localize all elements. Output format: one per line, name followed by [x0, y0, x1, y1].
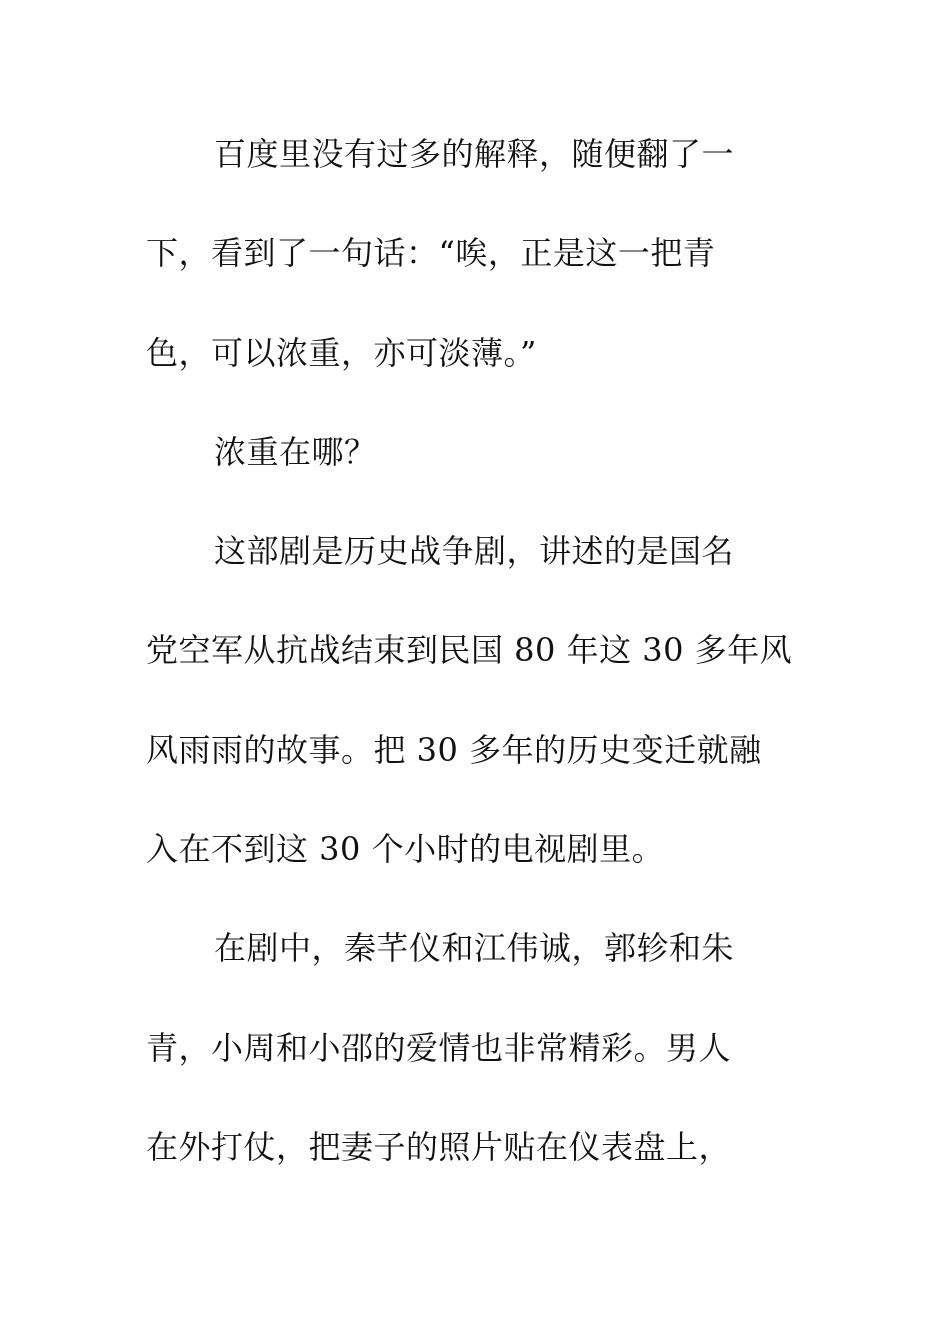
- text-line-10: 青，小周和小邵的爱情也非常精彩。男人: [146, 1029, 732, 1067]
- text-line-7: 风雨雨的故事。把 30 多年的历史变迁就融: [146, 731, 762, 769]
- text-line-5: 这部剧是历史战争剧，讲述的是国名: [214, 532, 735, 570]
- text-line-3: 色，可以浓重，亦可淡薄。”: [146, 334, 537, 372]
- text-line-2: 下，看到了一句话：“唉，正是这一把青: [146, 234, 716, 272]
- text-line-9: 在剧中，秦芊仪和江伟诚，郭轸和朱: [214, 929, 735, 967]
- text-line-8: 入在不到这 30 个小时的电视剧里。: [146, 830, 665, 868]
- text-line-6: 党空军从抗战结束到民国 80 年这 30 多年风: [146, 631, 793, 669]
- text-line-11: 在外打仗，把妻子的照片贴在仪表盘上，: [146, 1128, 732, 1166]
- text-line-4: 浓重在哪？: [214, 433, 377, 471]
- text-line-1: 百度里没有过多的解释，随便翻了一: [214, 135, 735, 173]
